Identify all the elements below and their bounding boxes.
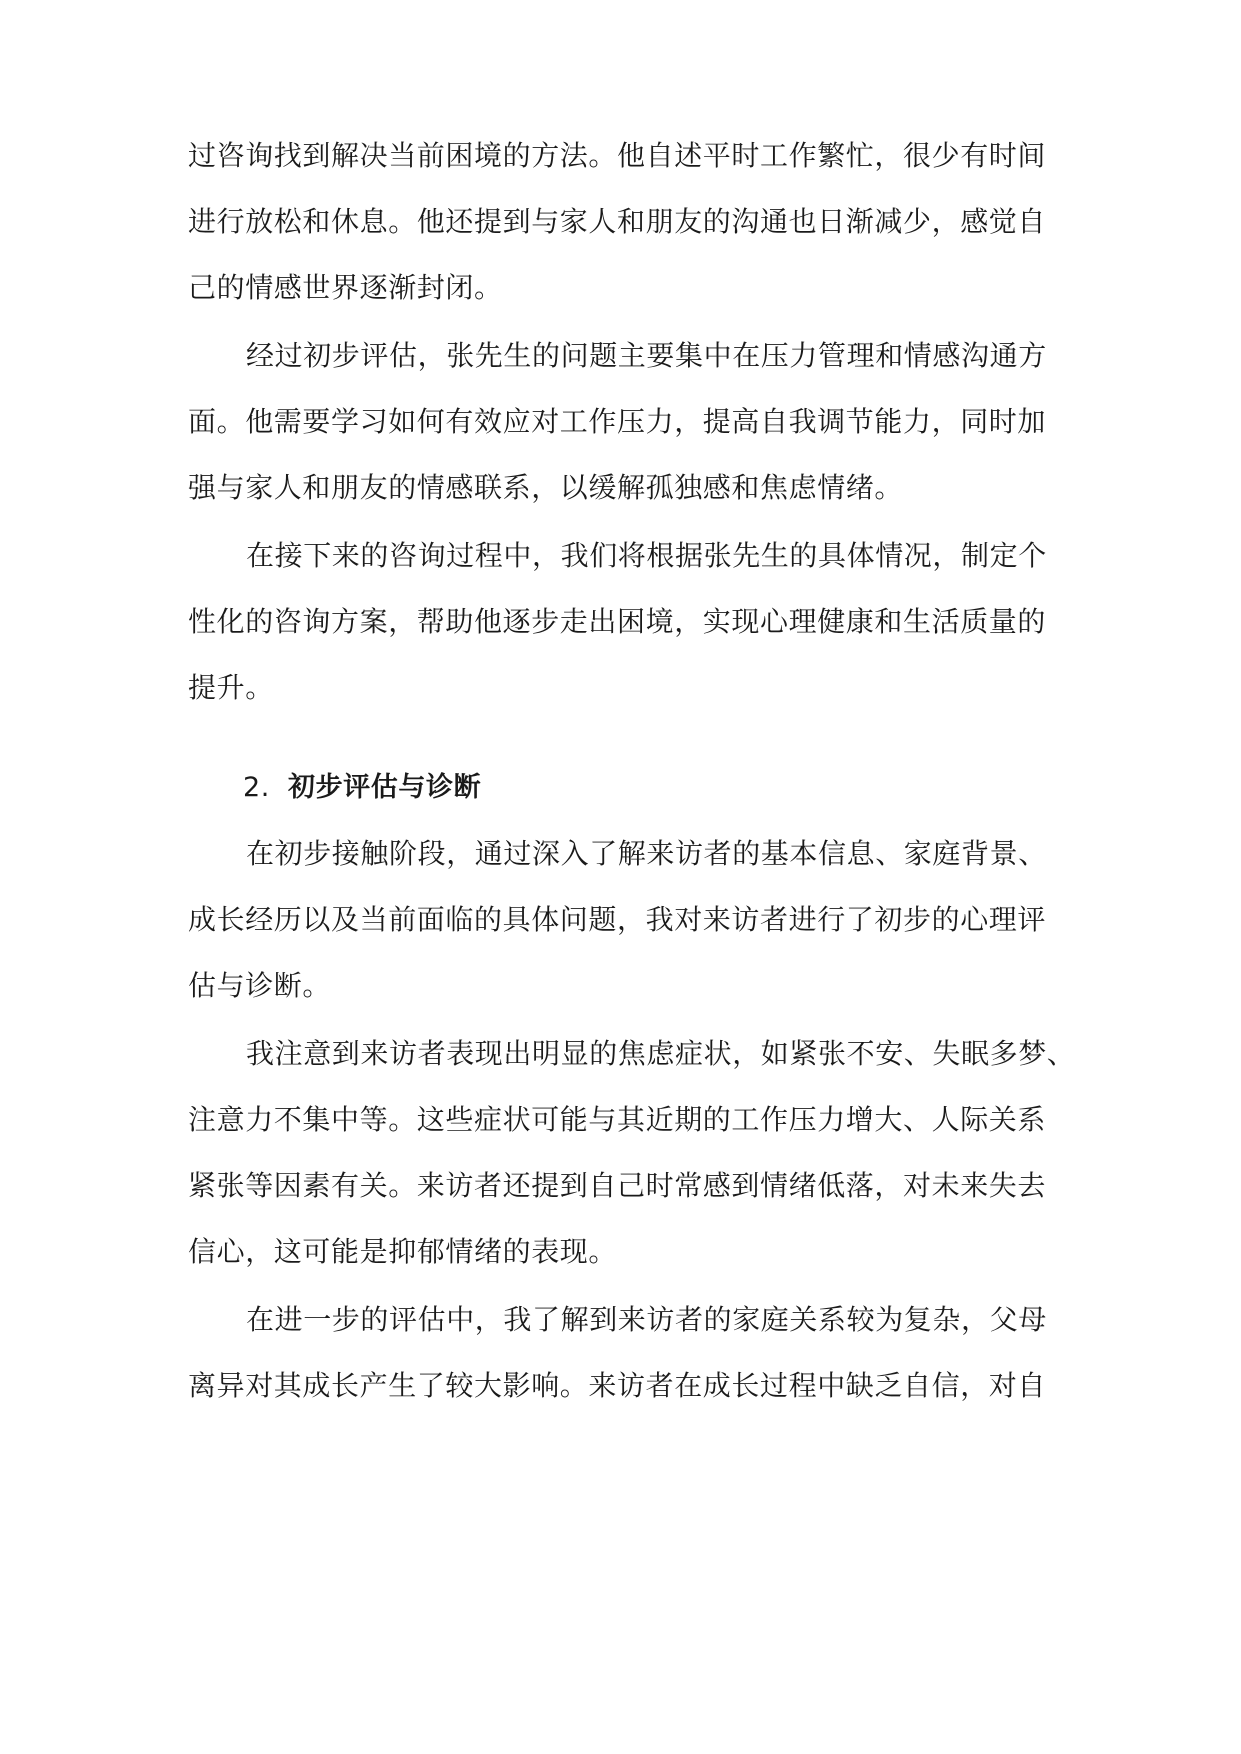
paragraph-line: 经过初步评估，张先生的问题主要集中在压力管理和情感沟通方 <box>246 339 1047 372</box>
paragraph-line: 强与家人和朋友的情感联系，以缓解孤独感和焦虑情绪。 <box>188 471 904 504</box>
paragraph-line: 离异对其成长产生了较大影响。来访者在成长过程中缺乏自信，对自 <box>188 1369 1047 1402</box>
paragraph-line: 进行放松和休息。他还提到与家人和朋友的沟通也日渐减少，感觉自 <box>188 205 1047 238</box>
paragraph-line: 紧张等因素有关。来访者还提到自己时常感到情绪低落，对未来失去 <box>188 1169 1047 1202</box>
paragraph-line: 在接下来的咨询过程中，我们将根据张先生的具体情况，制定个 <box>246 539 1047 572</box>
paragraph-line: 信心，这可能是抑郁情绪的表现。 <box>188 1235 618 1268</box>
paragraph-line: 我注意到来访者表现出明显的焦虑症状，如紧张不安、失眠多梦、 <box>246 1037 1076 1070</box>
paragraph-line: 面。他需要学习如何有效应对工作压力，提高自我调节能力，同时加 <box>188 405 1047 438</box>
paragraph-line: 在进一步的评估中，我了解到来访者的家庭关系较为复杂，父母 <box>246 1303 1047 1336</box>
paragraph-line: 提升。 <box>188 671 274 704</box>
paragraph-line: 估与诊断。 <box>188 969 332 1002</box>
section-number: 2. <box>243 772 270 803</box>
section-title: 初步评估与诊断 <box>287 772 482 803</box>
paragraph-line: 性化的咨询方案，帮助他逐步走出困境，实现心理健康和生活质量的 <box>188 605 1047 638</box>
section-heading <box>243 768 1123 808</box>
paragraph-line: 在初步接触阶段，通过深入了解来访者的基本信息、家庭背景、 <box>246 837 1047 870</box>
paragraph-line: 己的情感世界逐渐封闭。 <box>188 271 503 304</box>
paragraph-line: 注意力不集中等。这些症状可能与其近期的工作压力增大、人际关系 <box>188 1103 1047 1136</box>
paragraph-line: 过咨询找到解决当前困境的方法。他自述平时工作繁忙，很少有时间 <box>188 139 1047 172</box>
paragraph-line: 成长经历以及当前面临的具体问题，我对来访者进行了初步的心理评 <box>188 903 1047 936</box>
